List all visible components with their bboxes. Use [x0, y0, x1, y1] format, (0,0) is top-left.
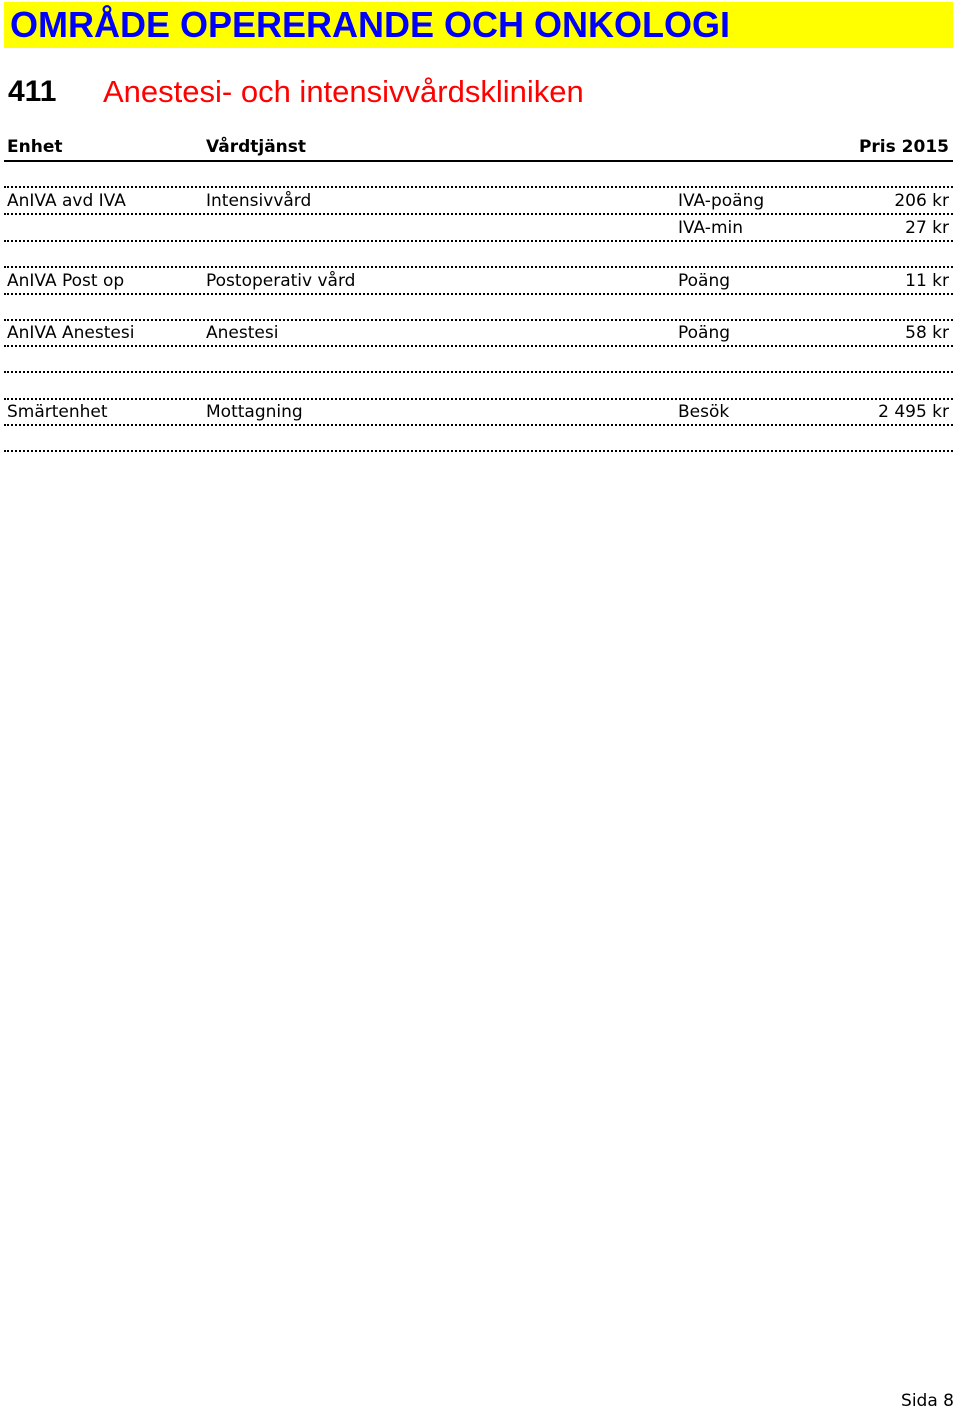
row-3-enhet: AnIVA Post op [7, 271, 125, 291]
row-3-enhetstyp: Poäng [678, 271, 731, 291]
header-vardtjanst: Vårdtjänst [206, 137, 307, 157]
row-1-enhetstyp: IVA-poäng [678, 191, 765, 211]
row-divider [4, 424, 953, 426]
header-rule [4, 160, 953, 162]
row-5-pris: 2 495 kr [878, 402, 949, 422]
row-2-enhetstyp: IVA-min [678, 218, 744, 238]
row-1-enhet: AnIVA avd IVA [7, 191, 126, 211]
row-divider [4, 398, 953, 400]
clinic-code: 411 [8, 75, 57, 108]
row-divider [4, 293, 953, 295]
header-pris: Pris 2015 [858, 137, 949, 157]
row-4-pris: 58 kr [905, 323, 949, 343]
region-banner [4, 2, 953, 48]
row-divider [4, 266, 953, 268]
row-divider [4, 213, 953, 215]
clinic-name: Anestesi- och intensivvårdskliniken [103, 74, 584, 109]
row-5-vardtjanst: Mottagning [206, 402, 303, 422]
region-title: OMRÅDE OPERERANDE OCH ONKOLOGI [10, 4, 731, 45]
row-3-pris: 11 kr [905, 271, 949, 291]
row-4-enhetstyp: Poäng [678, 323, 731, 343]
row-5-enhetstyp: Besök [678, 402, 730, 422]
row-5-enhet: Smärtenhet [7, 402, 108, 422]
row-divider [4, 186, 953, 188]
row-4-vardtjanst: Anestesi [206, 323, 279, 343]
row-3-vardtjanst: Postoperativ vård [206, 271, 356, 291]
row-1-pris: 206 kr [894, 191, 949, 211]
header-enhet: Enhet [7, 137, 63, 157]
page-number: Sida 8 [901, 1391, 954, 1411]
row-divider [4, 450, 953, 452]
row-divider [4, 371, 953, 373]
row-divider [4, 240, 953, 242]
row-4-enhet: AnIVA Anestesi [7, 323, 135, 343]
row-1-vardtjanst: Intensivvård [206, 191, 312, 211]
row-divider [4, 345, 953, 347]
row-2-pris: 27 kr [905, 218, 949, 238]
row-divider [4, 319, 953, 321]
